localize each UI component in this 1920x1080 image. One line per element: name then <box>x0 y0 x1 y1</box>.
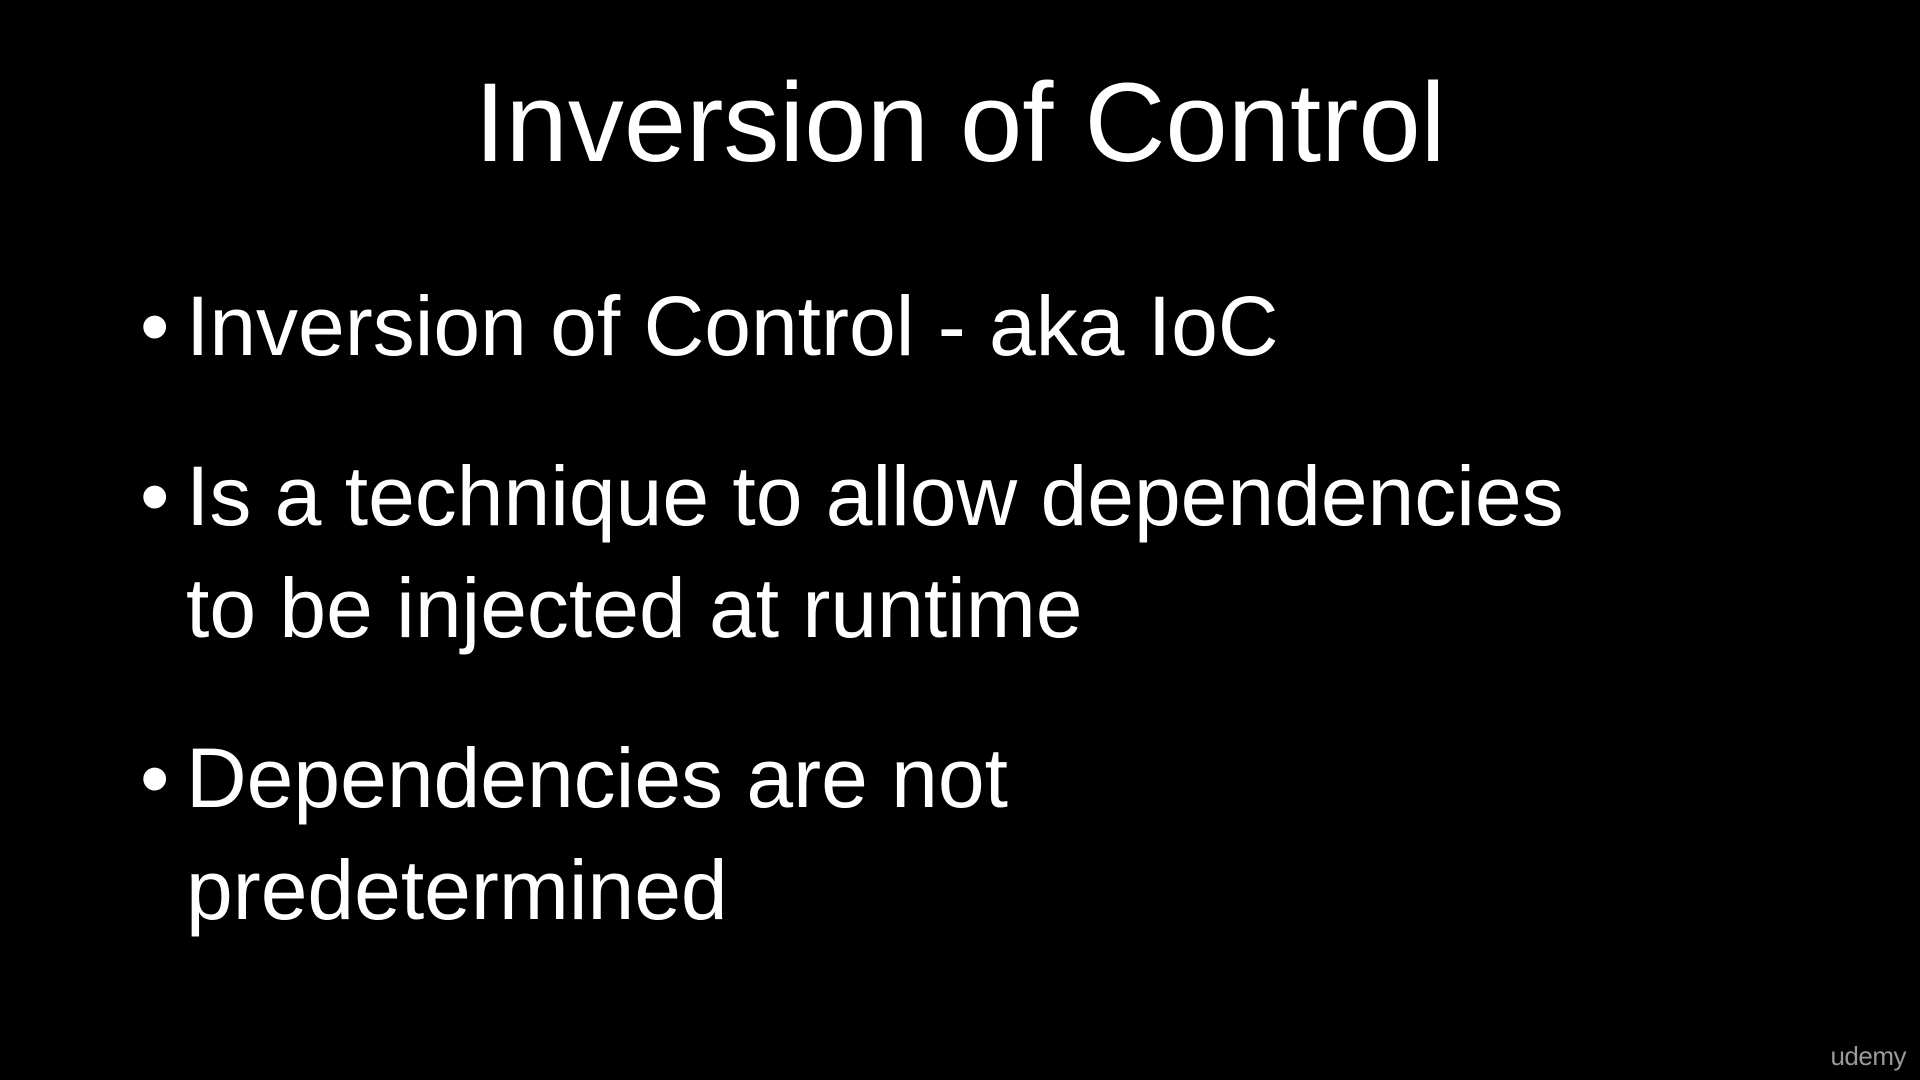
bullet-dot-icon: • <box>140 279 170 373</box>
udemy-watermark: udemy <box>1830 1041 1906 1071</box>
bullet-dot-icon: • <box>140 449 170 543</box>
bullet-text: Dependencies are not predetermined <box>186 731 1008 937</box>
bullet-list <box>140 270 1840 1004</box>
bullet-item <box>140 722 1840 946</box>
bullet-item <box>140 270 1840 382</box>
bullet-item <box>140 440 1840 664</box>
slide-title: Inversion of Control <box>474 60 1446 185</box>
bullet-text: Inversion of Control - aka IoC <box>186 279 1279 373</box>
bullet-dot-icon: • <box>140 731 170 825</box>
bullet-text: Is a technique to allow dependencies to be injected at runtime <box>186 449 1564 655</box>
